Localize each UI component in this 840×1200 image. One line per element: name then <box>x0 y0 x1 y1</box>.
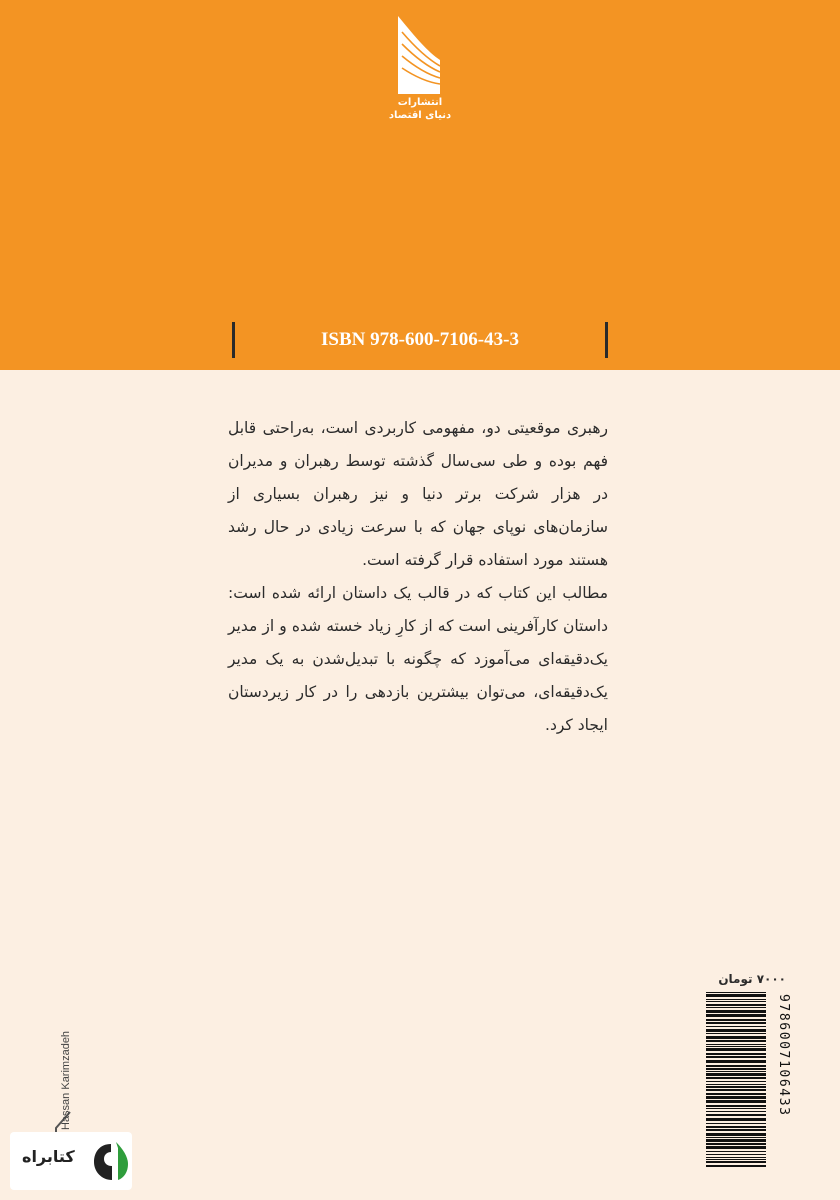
barcode-bar <box>706 1114 766 1116</box>
barcode-bar <box>706 1137 766 1138</box>
blurb-paragraph-1: رهبری موقعیتی دو، مفهومی کاربردی است، به‌راحتی قابل فهم بوده و طی سی‌سال گذشته توسط رهبران و مدیران در هزار شرکت برتر دنیا و نیز رهبران بسیاری از سازمان‌های نوپای جهان که با سرعت زیادی در حال رشد هستند مورد استفاده قرار گرفته است. <box>228 419 608 569</box>
barcode-bar <box>706 1077 766 1079</box>
barcode-bar <box>706 1143 766 1145</box>
barcode-bar <box>706 1146 766 1149</box>
barcode-bar <box>706 1111 766 1112</box>
barcode-bar <box>706 1004 766 1006</box>
barcode-bar <box>706 1108 766 1109</box>
barcode-bar <box>706 1068 766 1070</box>
barcode-bar <box>706 1154 766 1155</box>
barcode-bar <box>706 1089 766 1091</box>
barcode-bar <box>706 994 766 997</box>
barcode-number: 9786007106433 <box>776 994 791 1117</box>
barcode-bar <box>706 1033 766 1034</box>
ketabrah-logo-icon <box>92 1140 130 1182</box>
barcode-bar <box>706 1073 766 1076</box>
price-label: ۷۰۰۰ تومان <box>718 972 786 986</box>
barcode-bar <box>706 1139 766 1142</box>
barcode-bar <box>706 1159 766 1160</box>
barcode-bar <box>706 1086 766 1088</box>
barcode-bar <box>706 1044 766 1045</box>
ketabrah-watermark <box>10 1132 132 1190</box>
barcode-bar <box>706 999 766 1000</box>
designer-credit: Hassan Karimzadeh <box>60 1030 72 1130</box>
barcode-bar <box>706 1029 766 1032</box>
barcode-bar <box>706 1133 766 1136</box>
barcode-bar <box>706 1056 766 1058</box>
isbn-bar <box>232 322 608 358</box>
barcode-bar <box>706 1157 766 1158</box>
blurb-paragraph-2: مطالب این کتاب که در قالب یک داستان ارائه شده است: داستان کارآفرینی است که از کارِ زیاد خسته شده و از مدیر یک‌دقیقه‌ای می‌آموزد که چگونه با تبدیل‌شدن به یک مدیر یک‌دقیقه‌ای، می‌توان بیشترین بازدهی را در کار زیردستان ایجاد کرد. <box>228 584 608 734</box>
back-cover-blurb <box>228 412 608 742</box>
barcode <box>706 990 791 1170</box>
barcode-bar <box>706 1084 766 1085</box>
isbn-right-tick <box>605 322 608 358</box>
barcode-bar <box>706 1161 766 1163</box>
barcode-bar <box>706 1014 766 1017</box>
barcode-bar <box>706 1026 766 1027</box>
barcode-bar <box>706 1126 766 1128</box>
barcode-bar <box>706 1019 766 1021</box>
barcode-bar <box>706 1046 766 1047</box>
ketabrah-wordmark: کتابراه <box>22 1147 75 1166</box>
barcode-bar <box>706 1151 766 1152</box>
barcode-bar <box>706 1022 766 1024</box>
barcode-bar <box>706 1081 766 1082</box>
barcode-bar <box>706 1100 766 1103</box>
barcode-bar <box>706 1123 766 1124</box>
barcode-bar <box>706 1118 766 1121</box>
barcode-bar <box>706 1065 766 1067</box>
barcode-bar <box>706 1096 766 1099</box>
barcode-bar <box>706 1060 766 1063</box>
barcode-bar <box>706 1105 766 1107</box>
barcode-bar <box>706 1129 766 1131</box>
barcode-bar <box>706 1165 766 1167</box>
barcode-bar <box>706 1071 766 1072</box>
barcode-bar <box>706 1007 766 1008</box>
barcode-bar <box>706 992 766 993</box>
isbn-text: ISBN 978-600-7106-43-3 <box>321 329 519 350</box>
barcode-bar <box>706 1001 766 1002</box>
barcode-bar <box>706 1040 766 1042</box>
top-orange-band <box>0 0 840 370</box>
barcode-bar <box>706 1036 766 1039</box>
barcode-bar <box>706 1093 766 1095</box>
barcode-bar <box>706 1010 766 1013</box>
publisher-name: انتشارات دنیای اقتصاد <box>388 97 452 121</box>
barcode-bar <box>706 1053 766 1055</box>
barcode-bar <box>706 1048 766 1051</box>
